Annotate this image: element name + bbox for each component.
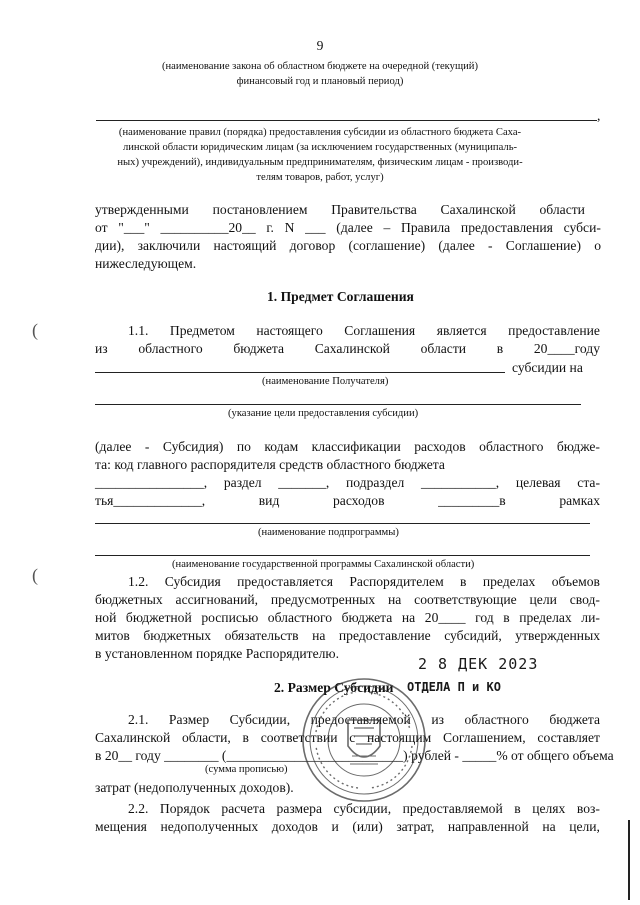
word: ста- bbox=[577, 475, 600, 490]
word: с bbox=[349, 730, 356, 745]
word: Правительства bbox=[331, 202, 417, 217]
word: бюджета bbox=[233, 341, 284, 356]
word: настоящего bbox=[256, 323, 323, 338]
word: заключили bbox=[137, 238, 201, 253]
section-2-heading: 2. Размер Субсидии bbox=[274, 680, 394, 695]
word: направленной bbox=[447, 819, 529, 834]
word: 2.2. bbox=[128, 801, 149, 816]
word: и bbox=[331, 819, 339, 834]
word: области, bbox=[181, 730, 231, 745]
word: утвержденных bbox=[515, 628, 600, 643]
word: "___" bbox=[118, 220, 150, 235]
word: на bbox=[388, 592, 402, 607]
p12-line-1 bbox=[128, 574, 600, 590]
p11-line-1 bbox=[128, 323, 600, 339]
word: договор bbox=[289, 238, 336, 253]
department-stamp: ОТДЕЛА П и КО bbox=[407, 680, 501, 694]
p12-line-5: в установленном порядке Распорядителю. bbox=[95, 646, 339, 661]
word: подраздел bbox=[346, 475, 405, 490]
word: от bbox=[95, 220, 108, 235]
word: областного bbox=[479, 439, 544, 454]
p12-line-4 bbox=[95, 628, 600, 644]
word: на bbox=[401, 610, 416, 625]
page-edge-line bbox=[628, 820, 630, 900]
word: _______, bbox=[278, 475, 330, 490]
word: на bbox=[542, 819, 556, 834]
word: составляет bbox=[537, 730, 600, 745]
word: бюджета bbox=[341, 610, 393, 625]
word: Субсидии, bbox=[229, 712, 291, 727]
word: Сахалинской bbox=[440, 202, 516, 217]
purpose-caption: (указание цели предоставления субсидии) bbox=[228, 408, 419, 419]
word: целях bbox=[532, 801, 566, 816]
word: (соглашение) bbox=[348, 238, 426, 253]
word: Сахалинской bbox=[314, 341, 390, 356]
word: субсидии, bbox=[333, 801, 392, 816]
purpose-blank-line bbox=[95, 404, 581, 405]
intro-line-2 bbox=[95, 220, 601, 236]
rules-caption-line-2: линской области юридическим лицам (за исключением государственных (муниципаль- bbox=[122, 142, 518, 153]
word: 1.2. bbox=[128, 574, 149, 589]
word: рамках bbox=[559, 493, 600, 508]
word: Распорядителем bbox=[349, 574, 444, 589]
word: из bbox=[431, 712, 444, 727]
sum-caption: (сумма прописью) bbox=[205, 764, 288, 775]
word: 20____ bbox=[424, 610, 466, 625]
word: ___________, bbox=[421, 475, 500, 490]
codes-line-3 bbox=[95, 475, 600, 491]
word: предусмотренных bbox=[270, 592, 376, 607]
word: классификации bbox=[311, 439, 401, 454]
law-caption-line-2: финансовый год и плановый период) bbox=[236, 76, 404, 87]
word: в bbox=[242, 730, 249, 745]
word: (далее bbox=[336, 220, 373, 235]
rules-caption-line-4: телям товаров, работ, услуг) bbox=[256, 172, 384, 183]
recipient-caption: (наименование Получателя) bbox=[262, 376, 389, 387]
recipient-blank-line bbox=[95, 372, 505, 373]
word: бюдже- bbox=[556, 439, 600, 454]
word: Субсидия) bbox=[162, 439, 224, 454]
word: настоящим bbox=[367, 730, 432, 745]
subprogram-blank-line bbox=[95, 523, 590, 524]
word: недополученных bbox=[160, 819, 259, 834]
word: в bbox=[460, 574, 467, 589]
word: г. bbox=[266, 220, 274, 235]
word: 20____году bbox=[533, 341, 600, 356]
word: предоставление bbox=[508, 323, 600, 338]
word: расходов bbox=[414, 439, 466, 454]
word: Предметом bbox=[169, 323, 235, 338]
word: Порядок bbox=[159, 801, 210, 816]
program-caption: (наименование государственной программы Сахалинской области) bbox=[172, 559, 475, 570]
intro-line-4: нижеследующем. bbox=[95, 256, 197, 271]
round-seal-icon bbox=[300, 676, 428, 804]
word: бюджетной bbox=[125, 610, 192, 625]
rules-caption-line-3: ных) учреждений), индивидуальным предпринимателям, физическим лицам - производи- bbox=[117, 157, 523, 168]
word: предоставление bbox=[338, 628, 431, 643]
word: в bbox=[496, 341, 504, 356]
word: области bbox=[539, 202, 585, 217]
word: Размер bbox=[168, 712, 210, 727]
word: пределах bbox=[482, 574, 536, 589]
word: затрат, bbox=[396, 819, 435, 834]
codes-line-1 bbox=[95, 439, 600, 455]
word: соответствующие bbox=[414, 592, 517, 607]
word: - bbox=[144, 439, 150, 454]
word: является bbox=[436, 323, 487, 338]
subprogram-caption: (наименование подпрограммы) bbox=[258, 527, 399, 538]
section-1-heading: 1. Предмет Соглашения bbox=[267, 289, 414, 304]
codes-line-2: та: код главного распорядителя средств областного бюджета bbox=[95, 457, 445, 472]
word: год bbox=[475, 610, 494, 625]
word: _________в bbox=[438, 493, 506, 508]
word: Соглашением, bbox=[443, 730, 526, 745]
codes-line-4 bbox=[95, 493, 600, 509]
rules-line-comma: , bbox=[597, 108, 601, 123]
word: N bbox=[284, 220, 295, 235]
word: ли- bbox=[581, 610, 600, 625]
word: расчета bbox=[221, 801, 266, 816]
word: воз- bbox=[576, 801, 600, 816]
word: (или) bbox=[352, 819, 383, 834]
p21-line-4: затрат (недополученных доходов). bbox=[95, 780, 294, 795]
word: 2.1. bbox=[128, 712, 149, 727]
word: свод- bbox=[569, 592, 600, 607]
word: настоящий bbox=[213, 238, 277, 253]
word: утвержденными bbox=[95, 202, 189, 217]
word: 1.1. bbox=[128, 323, 149, 338]
word: соответствии bbox=[260, 730, 338, 745]
word: Сахалинской bbox=[95, 730, 171, 745]
word: областного bbox=[138, 341, 203, 356]
intro-line-3 bbox=[95, 238, 601, 254]
page-number: 9 bbox=[316, 38, 324, 53]
word: областного bbox=[464, 712, 529, 727]
law-caption-line-1: (наименование закона об областном бюджете на очередной (текущий) bbox=[161, 61, 478, 72]
p22-line-2 bbox=[95, 819, 600, 835]
word: в bbox=[503, 610, 510, 625]
word: предоставляемой bbox=[310, 712, 411, 727]
word: кодам bbox=[264, 439, 299, 454]
p11-line-3-end: субсидии на bbox=[512, 360, 583, 375]
p12-line-2 bbox=[95, 592, 600, 608]
intro-line-1 bbox=[95, 202, 585, 218]
word: ной bbox=[95, 610, 117, 625]
word: Субсидия bbox=[164, 574, 221, 589]
word: мещения bbox=[95, 819, 147, 834]
word: Соглашения bbox=[344, 323, 416, 338]
word: дии), bbox=[95, 238, 125, 253]
word: пределах bbox=[519, 610, 572, 625]
word: на bbox=[312, 628, 326, 643]
word: предоставления bbox=[460, 220, 553, 235]
word: в 20__ году ________ (__________________________) рублей - _____% от общего объема bbox=[95, 748, 614, 763]
word: ассигнований, bbox=[175, 592, 259, 607]
word: целевая bbox=[515, 475, 561, 490]
word: тья_____________, bbox=[95, 493, 206, 508]
rules-blank-line bbox=[96, 120, 597, 121]
margin-bracket-mark-2: ( bbox=[32, 565, 38, 585]
word: (далее bbox=[438, 238, 475, 253]
word: росписью bbox=[201, 610, 259, 625]
word: размера bbox=[276, 801, 323, 816]
word: Правила bbox=[401, 220, 451, 235]
word: области bbox=[420, 341, 467, 356]
word: бюджета bbox=[549, 712, 600, 727]
word: цели bbox=[529, 592, 557, 607]
word: расходов bbox=[333, 493, 385, 508]
word: бюджетных bbox=[143, 628, 212, 643]
word: доходов bbox=[271, 819, 318, 834]
word: постановлением bbox=[212, 202, 308, 217]
word: по bbox=[236, 439, 251, 454]
program-blank-line bbox=[95, 555, 590, 556]
p11-line-2 bbox=[95, 341, 600, 357]
word: вид bbox=[258, 493, 280, 508]
word: (далее bbox=[95, 439, 132, 454]
margin-bracket-mark: ( bbox=[32, 320, 38, 340]
date-stamp: 2 8 ДЕК 2023 bbox=[418, 655, 539, 673]
word: областного bbox=[267, 610, 333, 625]
word: ___ bbox=[305, 220, 326, 235]
p12-line-3 bbox=[95, 610, 600, 626]
word: из bbox=[95, 341, 108, 356]
word: цели, bbox=[569, 819, 600, 834]
word: – bbox=[383, 220, 391, 235]
rules-caption-line-1: (наименование правил (порядка) предоставления субсидии из областного бюджета Саха- bbox=[118, 127, 522, 138]
word: предоставляемой bbox=[402, 801, 503, 816]
word: о bbox=[594, 238, 601, 253]
word: субсидий, bbox=[444, 628, 502, 643]
word: - bbox=[488, 238, 493, 253]
word: бюджетных bbox=[95, 592, 163, 607]
word: объемов bbox=[551, 574, 600, 589]
word: обязательств bbox=[224, 628, 299, 643]
word: __________20__ bbox=[160, 220, 256, 235]
word: ________________, bbox=[95, 475, 208, 490]
word: раздел bbox=[223, 475, 262, 490]
word: митов bbox=[95, 628, 130, 643]
word: субси- bbox=[563, 220, 601, 235]
word: предоставляется bbox=[237, 574, 333, 589]
word: в bbox=[514, 801, 521, 816]
word: Соглашение) bbox=[505, 238, 581, 253]
